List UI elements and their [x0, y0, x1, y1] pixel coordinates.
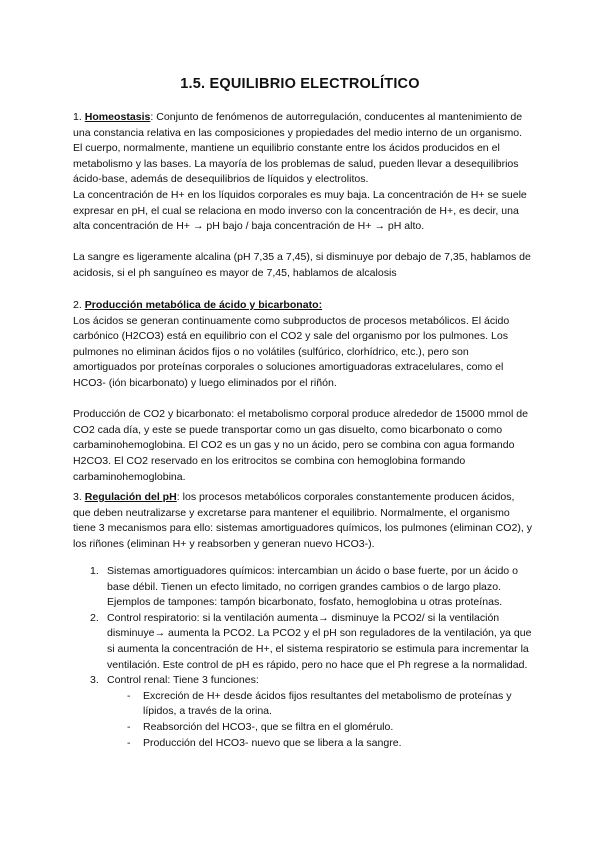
section-heading: Producción metabólica de ácido y bicarbonato: [84, 299, 323, 311]
sub-list-item [73, 689, 533, 720]
list-number: 3. [90, 674, 99, 687]
section-produccion [73, 298, 533, 485]
section-homeostasis [73, 110, 533, 282]
section-number: 3. [73, 491, 82, 503]
list-item [73, 611, 533, 673]
numbered-list-block [73, 564, 533, 751]
paragraph-text: : Conjunto de fenómenos de autorregulación, conducentes al mantenimiento de una constancia relativa en las composiciones y propiedades del medio interno de un organismo. [73, 111, 523, 139]
section-1-paragraph [73, 110, 533, 141]
page-title: 1.5. EQUILIBRIO ELECTROLÍTICO [180, 76, 420, 92]
sub-list [73, 689, 533, 751]
list-item-text: Control renal: Tiene 3 funciones: [107, 674, 259, 687]
section-number: 1. [73, 111, 82, 123]
paragraph: Los ácidos se generan continuamente como subproductos de procesos metabólicos. El ácido carbónico (H2CO3) está en equilibrio con el CO2 y sale del organismo por los pulmones. Los pulmones no eliminan ácidos fijos o no volátiles (sulfúrico, clorhídrico, etc.), pero son amortiguados por proteínas corporales o soluciones amortiguadoras extracelulares, como el HCO3- (ión bicarbonato) y luego eliminados por el riñón. [73, 314, 510, 389]
list-item-text: Control respiratorio: si la ventilación aumenta→ disminuye la PCO2/ si la ventilación disminuye→ aumenta la PCO2. La PCO2 y el pH son reguladores de la ventilación, ya que si aumenta la concentración de H+, el sistema respiratorio se estimula para incrementar la ventilación. Este control de pH es rápido, pero no hace que el Ph regrese a la normalidad. [107, 611, 532, 671]
numbered-list [73, 564, 533, 689]
sub-list-item [73, 720, 533, 736]
list-number: 2. [90, 611, 99, 624]
dash-bullet: - [127, 736, 131, 749]
paragraph-text: : los procesos metabólicos corporales constantemente producen ácidos, que deben neutralizarse y excretarse para mantener el equilibrio. Normalmente, el organismo tiene 3 mecanismos para ello: sistemas amortiguadores químicos, los pulmones (eliminan CO2), y los riñones (eliminan H+ y reabsorben y generan nuevo HCO3-). [73, 491, 532, 550]
section-heading-line [73, 298, 533, 314]
section-3-paragraph [73, 490, 533, 552]
paragraph: La sangre es ligeramente alcalina (pH 7,35 a 7,45), si disminuye por debajo de 7,35, hablamos de acidosis, si el ph sanguíneo es mayor de 7,45, hablamos de alcalosis [73, 251, 531, 279]
sub-item-text: Producción del HCO3- nuevo que se libera a la sangre. [143, 736, 402, 749]
dash-bullet: - [127, 689, 131, 702]
section-heading: Homeostasis [84, 111, 151, 123]
section-number: 2. [73, 299, 82, 311]
list-item [73, 673, 533, 689]
list-number: 1. [90, 565, 99, 577]
sub-item-text: Excreción de H+ desde ácidos fijos resultantes del metabolismo de proteínas y lípidos, a través de la orina. [143, 689, 512, 718]
sub-list-item [73, 736, 533, 752]
paragraph: El cuerpo, normalmente, mantiene un equilibrio constante entre los ácidos producidos en el metabolismo y las bases. La mayoría de los problemas de salud, pueden llevar a desequilibrios ácido-base, además de desequilibrios de líquidos y electrolitos. [73, 142, 519, 186]
list-item-text: Sistemas amortiguadores químicos: intercambian un ácido o base fuerte, por un ácido o base débil. Tienen un efecto limitado, no corrigen grandes cambios o de largo plazo. Ejemplos de tampones: tampón bicarbonato, fosfato, hemoglobina u otras proteínas. [107, 565, 518, 609]
section-regulacion [73, 490, 533, 552]
dash-bullet: - [127, 720, 131, 733]
paragraph: Producción de CO2 y bicarbonato: el metabolismo corporal produce alrededor de 15000 mmol de CO2 cada día, y este se puede transportar como un gas disuelto, como bicarbonato o como carbaminohemoglobina. El CO2 es un gas y no un ácido, pero se combina con agua formando H2CO3. El CO2 reservado en los eritrocitos se combina con hemoglobina formando carbaminohemoglobina. [73, 408, 528, 483]
sub-item-text: Reabsorción del HCO3-, que se filtra en el glomérulo. [143, 720, 394, 733]
list-item [73, 564, 533, 611]
section-heading: Regulación del pH [84, 491, 177, 503]
paragraph: La concentración de H+ en los líquidos corporales es muy baja. La concentración de H+ se suele expresar en pH, el cual se relaciona en modo inverso con la concentración de H+, es decir, una alta concentración de H+ → pH bajo / baja concentración de H+ → pH alto. [73, 188, 527, 233]
